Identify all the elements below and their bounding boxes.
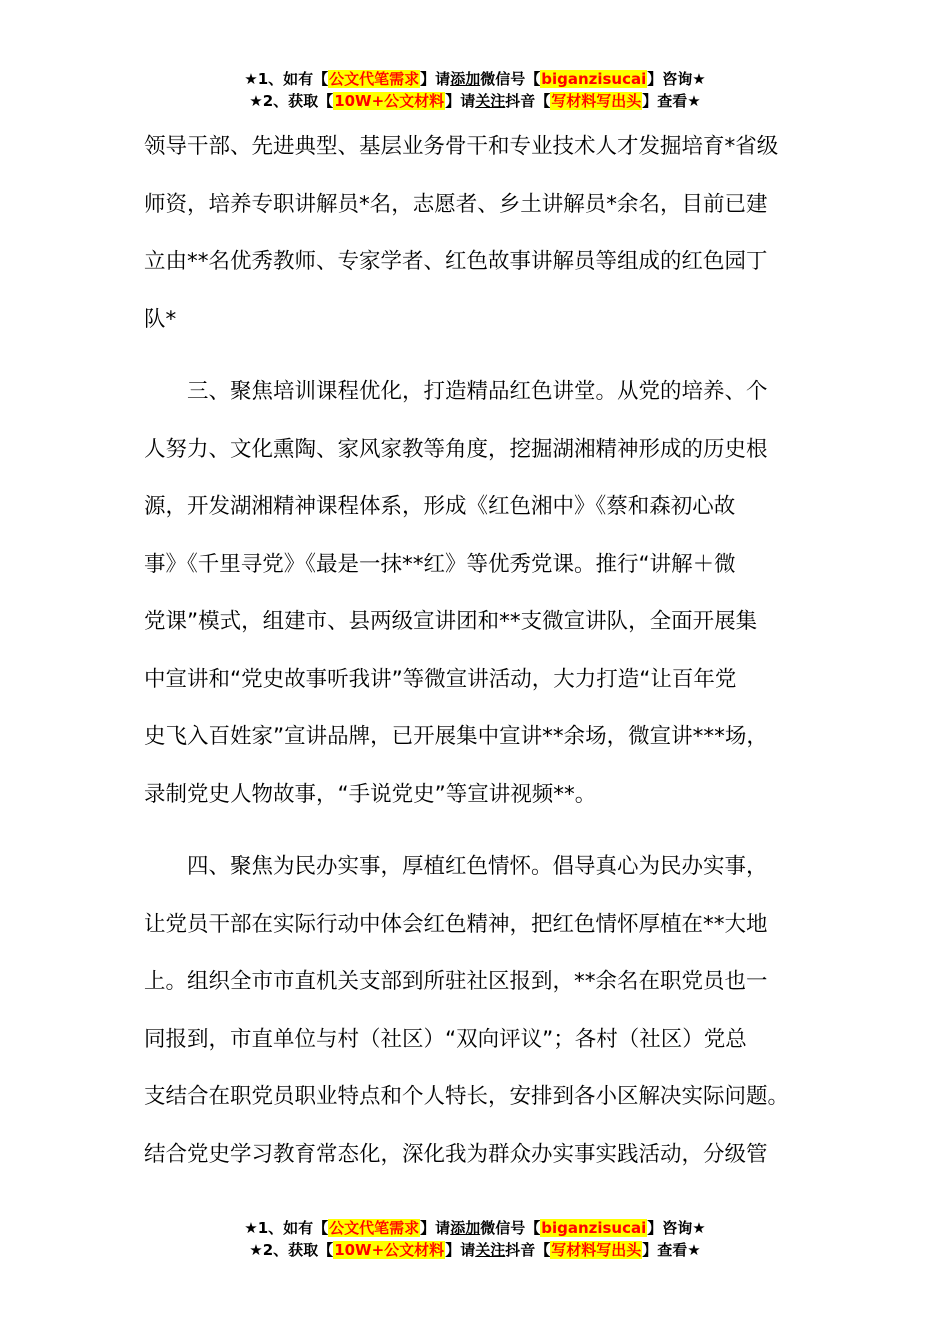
banner-text: ★1、如有【: [244, 70, 329, 88]
footer-banner: [0, 1217, 950, 1261]
text-line: 三、聚焦培训课程优化，打造精品红色讲堂。从党的培养、个: [144, 379, 768, 404]
banner-text: ★1、如有【: [244, 1219, 329, 1237]
text-line: 人努力、文化熏陶、家风家教等角度，挖掘湖湘精神形成的历史根: [144, 436, 768, 462]
paragraph-gap: [144, 348, 810, 363]
banner-emphasis: 添加: [450, 1219, 481, 1237]
banner-highlight: 公文代笔需求: [329, 1219, 420, 1237]
header-banner: [0, 68, 950, 112]
banner-text: 】咨询★: [647, 1219, 706, 1237]
text-line: 事》《千里寻党》《最是一抹**红》等优秀党课。推行“讲解＋微: [144, 551, 736, 577]
banner-line-2: [0, 90, 950, 112]
banner-emphasis: 关注: [475, 1241, 506, 1259]
banner-highlight: 10W+公文材料: [334, 92, 445, 110]
banner-text: 抖音【: [505, 1241, 551, 1259]
banner-text: ★2、获取【: [249, 1241, 334, 1259]
banner-text: 】请: [420, 70, 451, 88]
text-line: 让党员干部在实际行动中体会红色精神，把红色情怀厚植在**大地: [144, 911, 768, 937]
text-line: 立由**名优秀教师、专家学者、红色故事讲解员等组成的红色园丁: [144, 249, 768, 274]
text-line: 源，开发湖湘精神课程体系，形成《红色湘中》《蔡和森初心故: [144, 494, 736, 519]
text-line: 结合党史学习教育常态化，深化我为群众办实事实践活动，分级管: [144, 1141, 768, 1167]
banner-text: 】咨询★: [647, 70, 706, 88]
text-line: 中宣讲和“党史故事听我讲”等微宣讲活动，大力打造“让百年党: [144, 666, 737, 692]
banner-text: 微信号【: [480, 1219, 541, 1237]
text-line: 党课”模式，组建市、县两级宣讲团和**支微宣讲队，全面开展集: [144, 609, 758, 634]
text-line: 史飞入百姓家”宣讲品牌，已开展集中宣讲**余场，微宣讲***场，: [144, 724, 768, 749]
banner-highlight: biganzisucai: [541, 1219, 647, 1237]
banner-text: 抖音【: [505, 92, 551, 110]
banner-text: 微信号【: [480, 70, 541, 88]
banner-line-1: [0, 68, 950, 90]
text-line: 队*: [144, 306, 177, 332]
text-line: 上。组织全市市直机关支部到所驻社区报到，**余名在职党员也一: [144, 969, 768, 994]
paragraph-2: [144, 363, 810, 823]
banner-highlight: 公文代笔需求: [329, 70, 420, 88]
text-line: 录制党史人物故事，“手说党史”等宣讲视频**。: [144, 781, 597, 807]
paragraph-3: [144, 838, 810, 1183]
banner-text: 】请: [445, 92, 476, 110]
banner-emphasis: 关注: [475, 92, 506, 110]
text-line: 师资，培养专职讲解员*名，志愿者、乡土讲解员*余名，目前已建: [144, 191, 768, 217]
banner-highlight: 写材料写出头: [551, 1241, 642, 1259]
text-line: 四、聚焦为民办实事，厚植红色情怀。倡导真心为民办实事，: [144, 854, 768, 879]
banner-text: ★2、获取【: [249, 92, 334, 110]
text-line: 领导干部、先进典型、基层业务骨干和专业技术人才发掘培育*省级: [144, 134, 779, 159]
banner-text: 】查看★: [642, 1241, 701, 1259]
banner-text: 】查看★: [642, 92, 701, 110]
banner-line-2: [0, 1239, 950, 1261]
banner-text: 】请: [445, 1241, 476, 1259]
text-line: 同报到，市直单位与村（社区）“双向评议”；各村（社区）党总: [144, 1026, 747, 1052]
banner-highlight: 10W+公文材料: [334, 1241, 445, 1259]
banner-text: 】请: [420, 1219, 451, 1237]
paragraph-1: [144, 118, 810, 348]
banner-emphasis: 添加: [450, 70, 481, 88]
banner-highlight: 写材料写出头: [551, 92, 642, 110]
banner-line-1: [0, 1217, 950, 1239]
document-body: [144, 118, 810, 1183]
paragraph-gap: [144, 823, 810, 838]
text-line: 支结合在职党员职业特点和个人特长，安排到各小区解决实际问题。: [144, 1084, 790, 1109]
banner-highlight: biganzisucai: [541, 70, 647, 88]
